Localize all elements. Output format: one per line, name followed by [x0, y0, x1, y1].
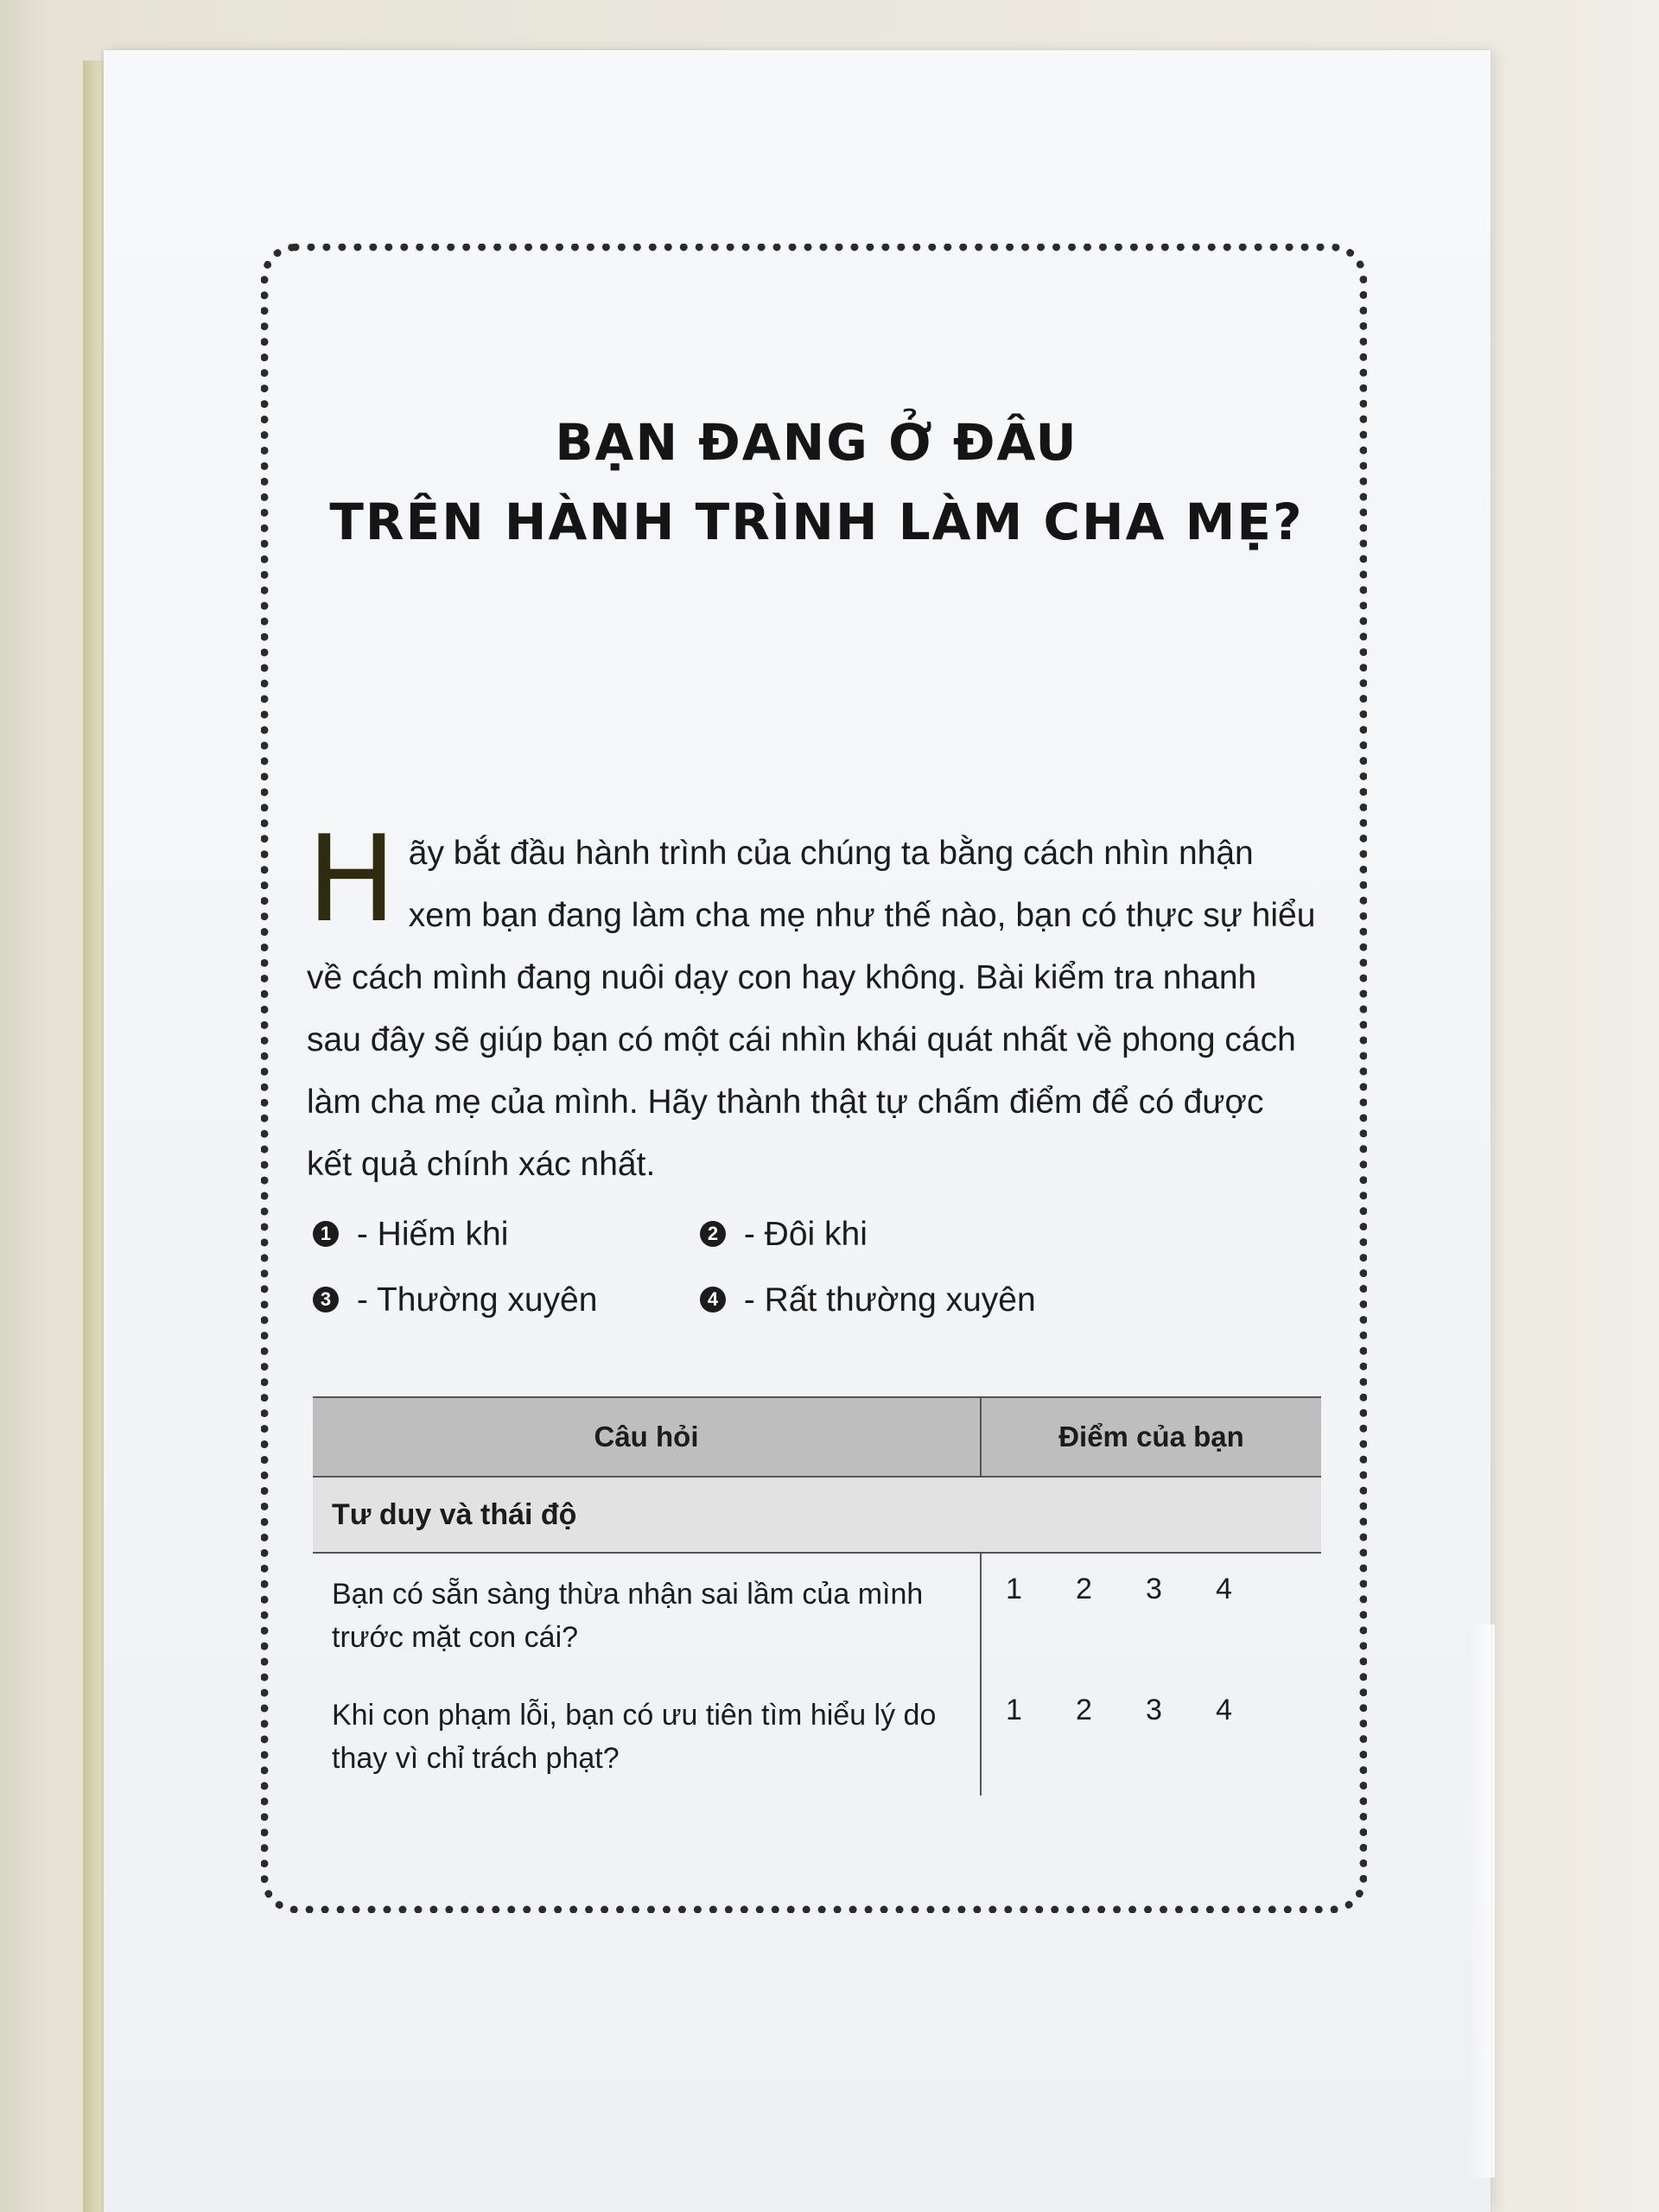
scale-item-4 [700, 1281, 1036, 1319]
table-row [313, 1553, 1321, 1675]
question-text: Khi con phạm lỗi, bạn có ưu tiên tìm hiểu lý do thay vì chỉ trách phạt? [313, 1675, 981, 1796]
scale-label: - Thường xuyên [347, 1281, 598, 1319]
circled-number-icon: 1 [313, 1221, 339, 1247]
scale-item-3 [313, 1281, 597, 1319]
intro-text: ãy bắt đầu hành trình của chúng ta bằng cách nhìn nhận xem bạn đang làm cha mẹ như thế nào, bạn có thực sự hiểu về cách mình đang nuôi dạy con hay không. Bài kiểm tra nhanh sau đây sẽ giúp bạn có một cái nhìn khái quát nhất về phong cách làm cha mẹ của mình. Hãy thành thật tự chấm điểm để có được kết quả chính xác nhất. [307, 835, 1316, 1183]
scale-label: - Rất thường xuyên [734, 1281, 1036, 1319]
quiz-table [313, 1396, 1321, 1796]
score-option: 1 [1006, 1573, 1022, 1605]
circled-number-icon: 2 [700, 1221, 726, 1247]
question-text: Bạn có sẵn sàng thừa nhận sai lầm của mình trước mặt con cái? [313, 1553, 981, 1675]
score-option: 3 [1146, 1573, 1162, 1605]
score-options [981, 1675, 1321, 1796]
circled-number-icon: 4 [700, 1287, 726, 1313]
score-options [981, 1553, 1321, 1675]
column-header-score: Điểm của bạn [981, 1397, 1321, 1477]
score-option: 2 [1076, 1694, 1092, 1726]
intro-paragraph [307, 810, 1318, 1196]
score-option: 3 [1146, 1694, 1162, 1726]
scale-label: - Đôi khi [734, 1216, 868, 1253]
page-title-line-1: BẠN ĐANG Ở ĐÂU [555, 413, 1078, 472]
section-row [313, 1477, 1321, 1553]
score-option: 4 [1216, 1573, 1232, 1605]
page-title-line-2: TRÊN HÀNH TRÌNH LÀM CHA MẸ? [329, 493, 1304, 551]
score-option: 4 [1216, 1694, 1232, 1726]
table-row [313, 1675, 1321, 1796]
section-title: Tư duy và thái độ [313, 1477, 1321, 1553]
table-header-row [313, 1397, 1321, 1477]
circled-number-icon: 3 [313, 1287, 339, 1313]
score-option: 2 [1076, 1573, 1092, 1605]
scale-item-1 [313, 1216, 508, 1254]
drop-cap: H [307, 810, 397, 949]
scale-item-2 [700, 1216, 868, 1254]
page-curl-highlight [1469, 1624, 1495, 2177]
column-header-question: Câu hỏi [313, 1397, 981, 1477]
scale-label: - Hiếm khi [347, 1216, 509, 1253]
score-option: 1 [1006, 1694, 1022, 1726]
